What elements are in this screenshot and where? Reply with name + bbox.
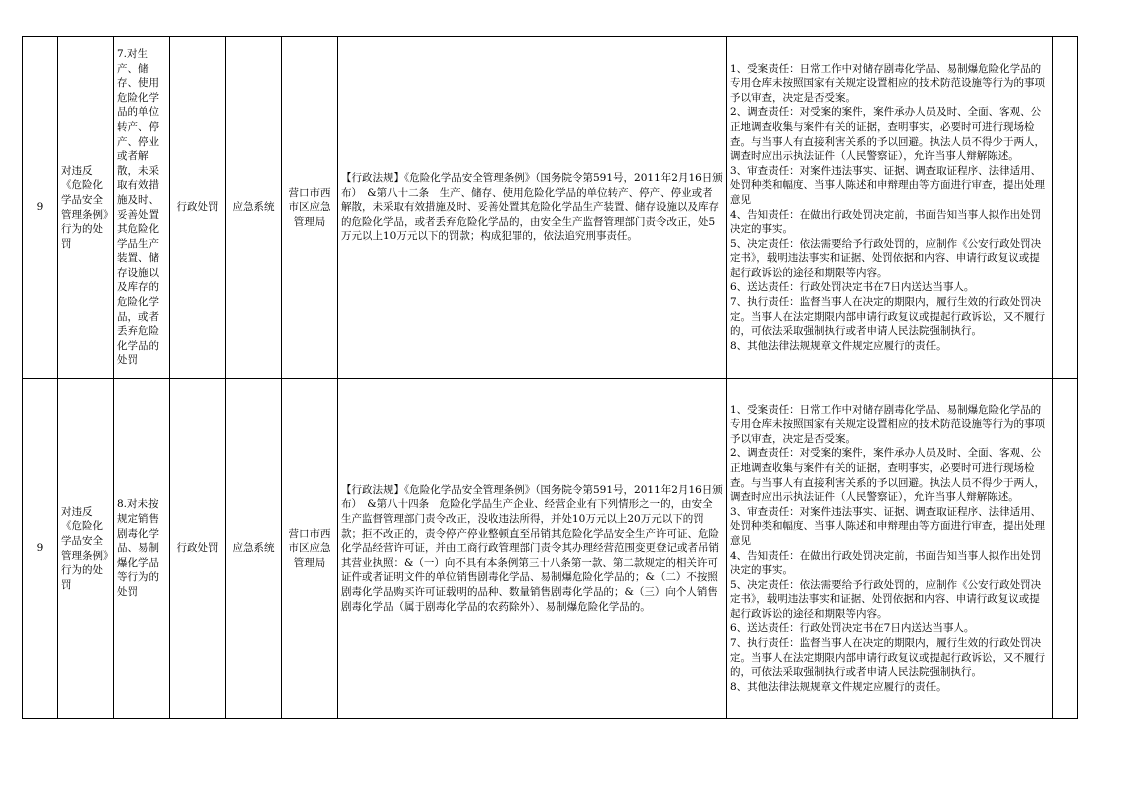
responsibility-item: 8、其他法律法规规章文件规定应履行的责任。 xyxy=(730,680,947,693)
implementing-agency: 营口市西市区应急管理局 xyxy=(282,37,338,379)
responsibility-item: 5、决定责任：依法需要给予行政处罚的，应制作《公安行政处罚决定书》，载明违法事实和证据、处罚依据和内容、申请行政复议或提起行政诉讼的途径和期限等内容。 xyxy=(730,237,1042,279)
item-number: 9 xyxy=(23,37,58,379)
item-number: 9 xyxy=(23,379,58,719)
responsibility-item: 3、审查责任：对案件违法事实、证据、调查取证程序、法律适用、处罚种类和幅度、当事人陈述和申辩理由等方面进行审查，提出处理意见 xyxy=(730,505,1045,547)
responsibility-item: 6、送达责任：行政处罚决定书在7日内送达当事人。 xyxy=(730,281,975,294)
item-name: 对违反《危险化学品安全管理条例》行为的处罚 xyxy=(58,37,114,379)
item-name: 对违反《危险化学品安全管理条例》行为的处罚 xyxy=(58,379,114,719)
responsibility-item: 8、其他法律法规规章文件规定应履行的责任。 xyxy=(730,339,947,352)
responsibility-item: 3、审查责任：对案件违法事实、证据、调查取证程序、法律适用、处罚种类和幅度、当事人陈述和申辩理由等方面进行审查，提出处理意见 xyxy=(730,164,1045,206)
power-type: 行政处罚 xyxy=(170,37,226,379)
responsibility-item: 4、告知责任：在做出行政处罚决定前，书面告知当事人拟作出处罚决定的事实。 xyxy=(730,549,1042,577)
department-system: 应急系统 xyxy=(226,37,282,379)
department-system: 应急系统 xyxy=(226,379,282,719)
responsibility-item: 2、调查责任：对受案的案件，案件承办人员及时、全面、客观、公正地调查收集与案件有关的证据，查明事实，必要时可进行现场检查。与当事人有直接利害关系的予以回避。执法人员不得少于两人，调查时应出示执法证件（人民警察证），允许当事人辩解陈述。 xyxy=(730,447,1045,504)
sub-item-name: 8.对未按规定销售剧毒化学品、易制爆化学品等行为的处罚 xyxy=(114,379,170,719)
table-row xyxy=(23,37,1078,379)
remark-cell xyxy=(1053,37,1078,379)
table-row xyxy=(23,379,1078,719)
implementing-agency: 营口市西市区应急管理局 xyxy=(282,379,338,719)
remark-cell xyxy=(1053,379,1078,719)
power-type: 行政处罚 xyxy=(170,379,226,719)
responsibility-item: 5、决定责任：依法需要给予行政处罚的，应制作《公安行政处罚决定书》，载明违法事实和证据、处罚依据和内容、申请行政复议或提起行政诉讼的途径和期限等内容。 xyxy=(730,578,1042,620)
responsibility-item: 4、告知责任：在做出行政处罚决定前，书面告知当事人拟作出处罚决定的事实。 xyxy=(730,208,1042,236)
responsibility-list xyxy=(727,37,1053,379)
responsibility-item: 1、受案责任：日常工作中对储存剧毒化学品、易制爆危险化学品的专用仓库未按照国家有关规定设置相应的技术防范设施等行为的事项予以审查，决定是否受案。 xyxy=(730,62,1045,104)
legal-basis: 【行政法规】《危险化学品安全管理条例》（国务院令第591号，2011年2月16日颁布） &第八十二条 生产、储存、使用危险化学品的单位转产、停产、停业或者解散，未采取有效措施及时、妥善处置其危险化学品生产装置、储存设施以及库存的危险化学品，或者丢弃危险化学品的，由安全生产监督管理部门责令改正，处5万元以上10万元以下的罚款；构成犯罪的，依法追究刑事责任。 xyxy=(338,37,727,379)
legal-basis: 【行政法规】《危险化学品安全管理条例》（国务院令第591号，2011年2月16日颁布） &第八十四条 危险化学品生产企业、经营企业有下列情形之一的，由安全生产监督管理部门责令改正，没收违法所得，并处10万元以上20万元以下的罚款；拒不改正的，责令停产停业整顿直至吊销其危险化学品安全生产许可证、危险化学品经营许可证，并由工商行政管理部门责令其办理经营范围变更登记或者吊销其营业执照：&（一）向不具有本条例第三十八条第一款、第二款规定的相关许可证件或者证明文件的单位销售剧毒化学品、易制爆危险化学品的；&（二）不按照剧毒化学品购买许可证载明的品种、数量销售剧毒化学品的；&（三）向个人销售剧毒化学品（属于剧毒化学品的农药除外）、易制爆危险化学品的。 xyxy=(338,379,727,719)
power-list-table xyxy=(22,36,1078,719)
responsibility-item: 2、调查责任：对受案的案件，案件承办人员及时、全面、客观、公正地调查收集与案件有关的证据，查明事实，必要时可进行现场检查。与当事人有直接利害关系的予以回避。执法人员不得少于两人，调查时应出示执法证件（人民警察证），允许当事人辩解陈述。 xyxy=(730,106,1045,163)
responsibility-list xyxy=(727,379,1053,719)
responsibility-item: 7、执行责任：监督当事人在决定的期限内，履行生效的行政处罚决定。当事人在法定期限内部申请行政复议或提起行政诉讼，又不履行的，可依法采取强制执行或者申请人民法院强制执行。 xyxy=(730,296,1045,338)
responsibility-item: 1、受案责任：日常工作中对储存剧毒化学品、易制爆危险化学品的专用仓库未按照国家有关规定设置相应的技术防范设施等行为的事项予以审查，决定是否受案。 xyxy=(730,403,1045,445)
sub-item-name: 7.对生产、储存、使用危险化学品的单位转产、停产、停业或者解散，未采取有效措施及时、妥善处置其危险化学品生产装置、储存设施以及库存的危险化学品，或者丢弃危险化学品的处罚 xyxy=(114,37,170,379)
responsibility-item: 6、送达责任：行政处罚决定书在7日内送达当事人。 xyxy=(730,622,975,635)
responsibility-item: 7、执行责任：监督当事人在决定的期限内，履行生效的行政处罚决定。当事人在法定期限内部申请行政复议或提起行政诉讼，又不履行的，可依法采取强制执行或者申请人民法院强制执行。 xyxy=(730,637,1045,679)
